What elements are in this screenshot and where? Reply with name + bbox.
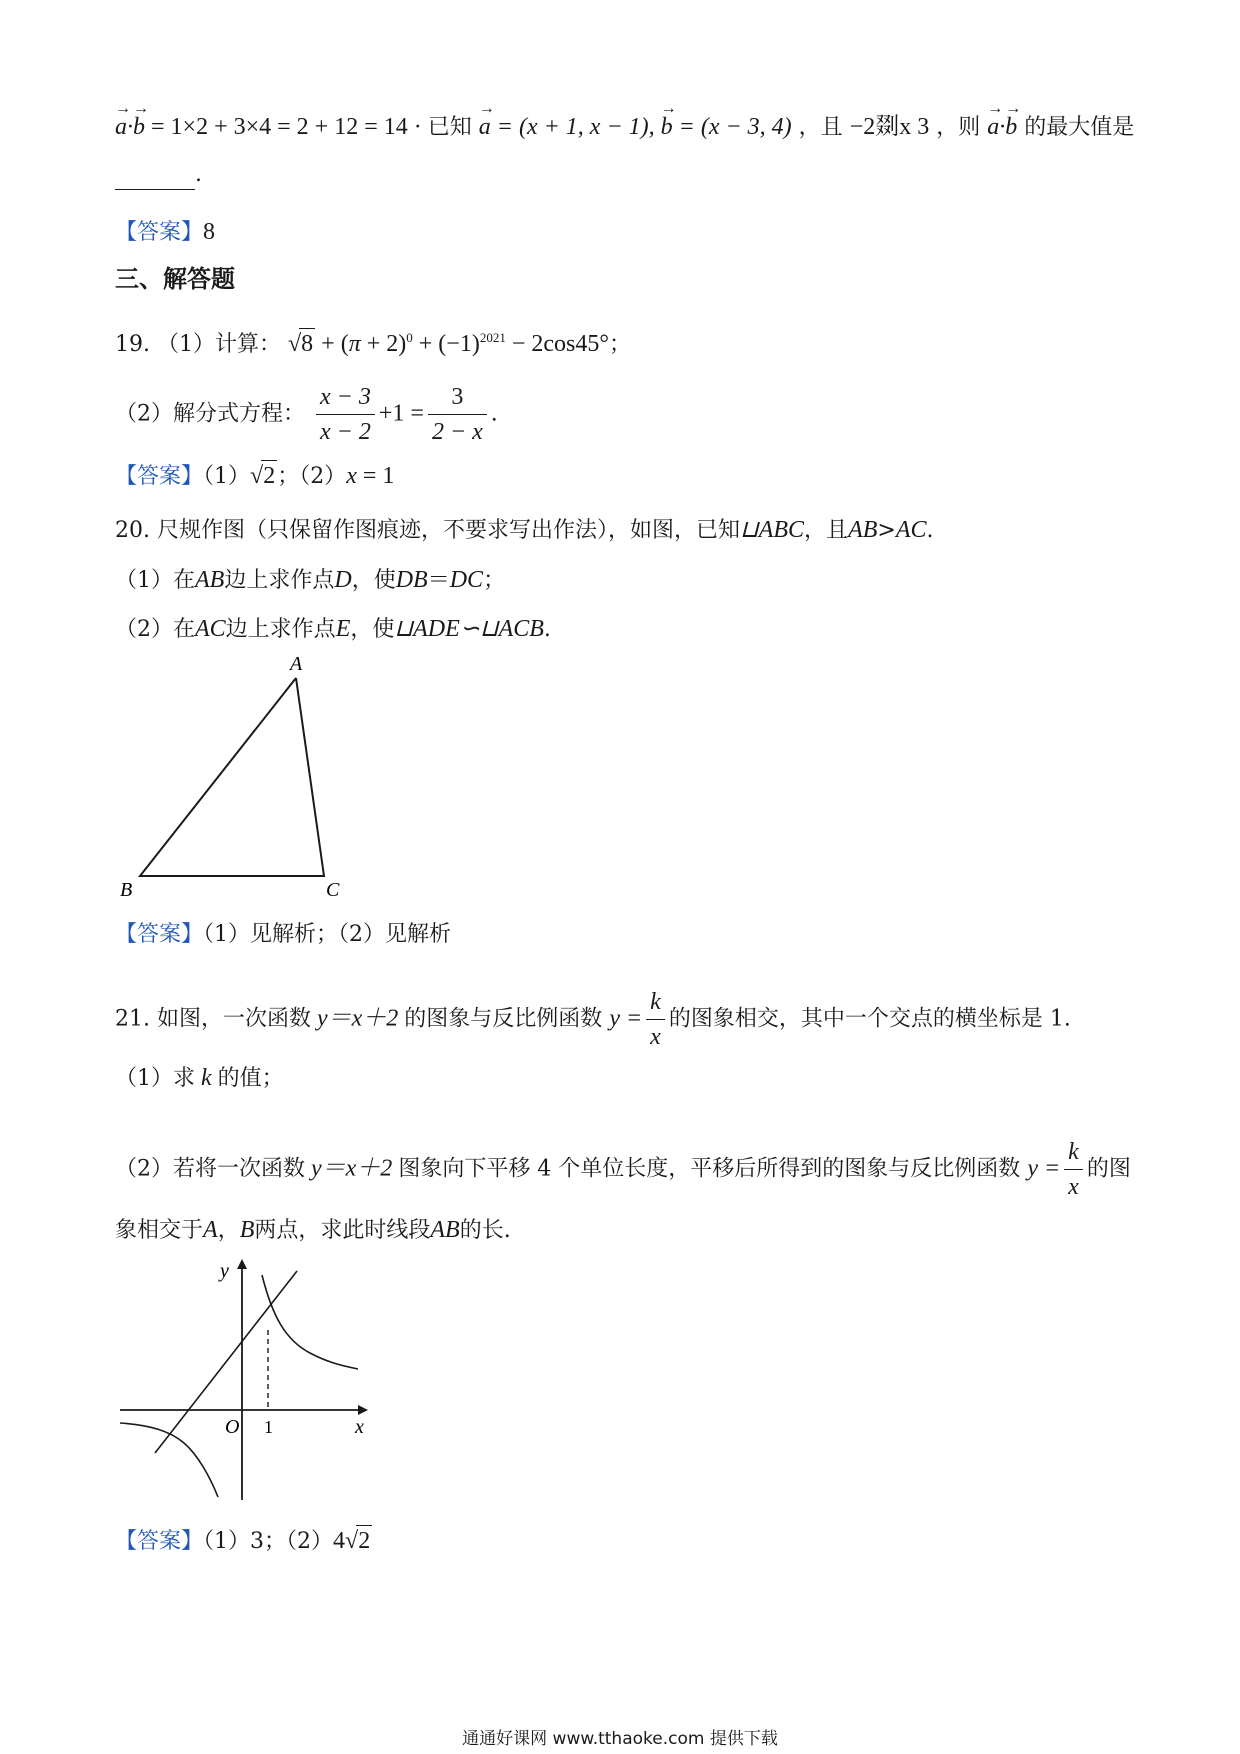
q19-part1: 19. （1）计算： $√8 + (\pi + 2)^0 + (-1)^{2021} - 2\cos 45^\circ$； bbox=[115, 330, 631, 357]
q18-then: ，则 bbox=[936, 115, 981, 140]
section-title: 三、解答题 bbox=[115, 265, 235, 293]
triangle-figure bbox=[110, 650, 370, 910]
fraction: $\frac{3}{2 - x}$ bbox=[428, 380, 487, 449]
hyperbola-branch-1 bbox=[262, 1275, 358, 1369]
q18-range: −2剟x 3 bbox=[849, 114, 930, 140]
x-axis-arrow bbox=[358, 1405, 368, 1415]
origin-label: O bbox=[225, 1416, 240, 1438]
y-axis-arrow bbox=[237, 1259, 247, 1269]
x-axis-label: x bbox=[355, 1416, 364, 1438]
answer-blank bbox=[115, 171, 195, 190]
vertex-label-c: C bbox=[326, 879, 340, 901]
q21-stem: 21. 如图，一次函数 y＝x＋2 的图象与反比例函数 y = $\frac{k}{x}$ 的图象相交，其中一个交点的横坐标是 1. bbox=[115, 985, 1071, 1054]
q19-answer: 【答案】（1）√2；（2）x = 1 bbox=[115, 460, 394, 492]
function-graph bbox=[110, 1255, 380, 1510]
q18-vectors: → a = (x + 1, x − 1), → b = (x − 3, 4) bbox=[479, 114, 792, 140]
q21-part2: （2）若将一次函数 y＝x＋2 图象向下平移 4 个单位长度，平移后所得到的图象与反比例函数 y = $\frac{k}{x}$ 的图 bbox=[115, 1135, 1131, 1204]
q18-answer: 【答案】8 bbox=[115, 219, 216, 245]
q18-line: → a·→ b = 1×2 + 3×4 = 2 + 12 = 14 · 已知 → a = (x + 1, x − 1), → b = (x − 3, 4) ，且 −2剟x 3 ，则 → a·→ b 的最大值是 bbox=[115, 112, 1134, 143]
q18-prefix: 已知 bbox=[427, 115, 472, 140]
q20-stem: 20. 尺规作图（只保留作图痕迹，不要求写出作法），如图，已知⊔ABC，且AB>AC. bbox=[115, 517, 934, 543]
vertex-label-b: B bbox=[120, 879, 133, 901]
q19-part2: （2）解分式方程： $\frac{x - 3}{x - 2}$ +1 = $\frac{3}{2 - x}$ . bbox=[115, 380, 498, 449]
q18-suffix: 的最大值是 bbox=[1024, 115, 1135, 140]
q18-blank-line: . bbox=[115, 160, 202, 190]
q18-mid: ，且 bbox=[798, 115, 843, 140]
fraction: $\frac{k}{x}$ bbox=[646, 985, 665, 1054]
q21-answer: 【答案】（1）3；（2）4√2 bbox=[115, 1525, 372, 1557]
hyperbola-branch-3 bbox=[120, 1423, 218, 1497]
q20-part1: （1）在AB边上求作点D，使DB＝DC； bbox=[115, 567, 506, 593]
q20-part2: （2）在AC边上求作点E，使⊔ADE∽⊔ACB. bbox=[115, 616, 551, 642]
y-axis-label: y bbox=[220, 1260, 229, 1282]
q21-part1: （1）求 k 的值； bbox=[115, 1065, 284, 1091]
fraction: $\frac{x - 3}{x - 2}$ bbox=[316, 380, 375, 449]
fraction: $\frac{k}{x}$ bbox=[1064, 1135, 1083, 1204]
answer-tag: 【答案】 bbox=[115, 220, 204, 245]
vertex-label-a: A bbox=[290, 653, 303, 675]
triangle-abc bbox=[140, 678, 324, 876]
tick-label-1: 1 bbox=[264, 1417, 273, 1437]
q19-expression: $√8 + (\pi + 2)^0 + (-1)^{2021} - 2\cos 45^\circ$ bbox=[288, 330, 609, 357]
q18-dot-example: → a·→ b bbox=[115, 114, 145, 140]
page-footer: 通通好课网 www.tthaoke.com 提供下载 bbox=[462, 1729, 778, 1749]
q21-part2-cont: 象相交于A，B两点，求此时线段AB的长. bbox=[115, 1217, 511, 1243]
q20-answer: 【答案】（1）见解析；（2）见解析 bbox=[115, 922, 452, 947]
